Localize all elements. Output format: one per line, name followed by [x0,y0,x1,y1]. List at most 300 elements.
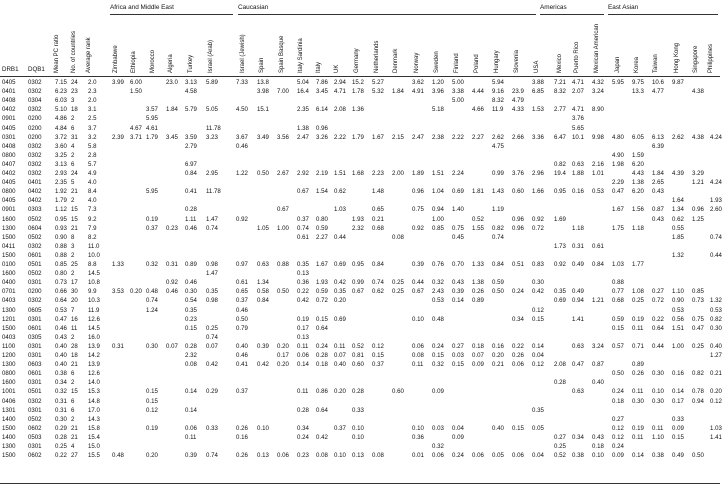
table-cell: 0.01 [412,452,424,460]
table-cell: 0.13 [352,452,364,460]
table-cell: 1.03 [710,424,722,432]
table-cell: 0.74 [492,233,504,241]
table-cell: 0405 [2,179,16,187]
table-cell: 0.49 [672,452,684,460]
table-cell: 0.11 [632,388,644,396]
table-cell: 0601 [28,251,42,259]
table-cell: 0.37 [372,361,384,369]
table-cell: 0800 [2,370,16,378]
group-rule-africa [110,14,233,15]
table-cell: 0100 [2,261,16,268]
table-cell: 0.65 [236,288,248,296]
table-cell: 5.05 [206,106,218,114]
table-cell: 0.30 [632,397,644,405]
table-cell: 0.51 [512,261,524,268]
table-cell: 7.9 [88,224,97,232]
table-cell: 0.65 [372,206,384,214]
table-cell: 0.74 [710,233,722,241]
table-cell: 0.80 [316,215,328,223]
table-cell: 0.93 [55,224,67,232]
table-cell: 1500 [2,452,16,460]
table-cell: 1201 [2,315,16,323]
column-header: Mexico [557,53,563,73]
table-cell: 0.67 [412,288,424,296]
table-cell: 0302 [28,151,42,159]
table-cell: 0.12 [146,406,158,414]
table-cell: 15.3 [88,388,100,396]
table-cell: 0.14 [672,388,684,396]
table-cell: 1.10 [652,433,664,441]
table-cell: 0.62 [372,288,384,296]
table-cell: 0200 [28,124,42,132]
table-cell: 0.33 [672,415,684,423]
table-cell: 2.79 [185,142,197,150]
table-cell: 0.32 [432,443,444,450]
table-cell: 0.69 [334,315,346,323]
table-cell: 3.29 [692,170,704,177]
table-cell: 0.10 [334,452,346,460]
table-cell: 0.43 [592,433,604,441]
table-cell: 0.95 [554,188,566,196]
table-cell: 0.52 [352,342,364,350]
table-cell: 0.82 [554,160,566,168]
table-cell: 2.3 [88,88,97,96]
table-cell: 2 [71,251,75,259]
table-cell: 0.04 [532,452,544,460]
table-cell: 0.63 [257,261,269,268]
table-cell: 2.07 [572,88,584,96]
table-cell: 1.92 [55,188,67,196]
table-cell: 0.14 [185,406,197,414]
table-cell: 0502 [28,215,42,223]
table-cell: 0.60 [512,188,524,196]
table-cell: 0.40 [55,352,67,359]
table-cell: 0.30 [55,415,67,423]
table-cell: 0405 [2,197,16,205]
table-cell: 0.04 [532,352,544,359]
column-header: Taiwan [653,54,659,73]
table-cell: 0501 [28,261,42,268]
table-cell: 0405 [2,124,16,132]
table-cell: 0301 [2,133,16,141]
table-cell: 2.32 [185,352,197,359]
table-cell: 0.60 [352,361,364,369]
table-cell: 1600 [2,270,16,278]
table-cell: 0.26 [632,370,644,378]
table-row [0,262,720,271]
table-cell: 0.42 [206,361,218,369]
table-cell: 1.00 [672,342,684,350]
table-cell: 0.16 [236,433,248,441]
table-cell: 5.10 [55,106,67,114]
table-cell: 2.22 [334,133,346,141]
table-cell: 0.23 [166,224,178,232]
table-cell: 0.69 [554,297,566,305]
table-cell: 0.20 [130,288,142,296]
table-cell: 0200 [28,133,42,141]
table-cell: 0.09 [432,388,444,396]
table-row [0,116,720,125]
table-cell: 0.99 [492,170,504,177]
table-cell: 0.09 [612,452,624,460]
table-cell: 6.14 [316,106,328,114]
table-cell: 0.15 [432,352,444,359]
table-cell: 0200 [28,288,42,296]
table-cell: 1.18 [632,224,644,232]
header-drb1: DRB1 [2,66,19,73]
table-cell: 0.15 [316,315,328,323]
table-cell: 1.77 [632,261,644,268]
table-cell: 21 [71,224,78,232]
table-cell: 0402 [28,197,42,205]
table-cell: 0.44 [652,342,664,350]
table-cell: 0.85 [432,224,444,232]
table-cell: 0.47 [612,188,624,196]
table-cell: 0.81 [352,352,364,359]
table-cell: 2.43 [432,288,444,296]
table-cell: 0.08 [392,233,404,241]
table-cell: 6.20 [632,160,644,168]
table-cell: 4.66 [472,106,484,114]
table-cell: 4.38 [692,133,704,141]
table-cell: 0.46 [236,306,248,314]
table-cell: 5.94 [492,79,504,86]
table-cell: 0.73 [692,297,704,305]
table-cell: 0.75 [692,315,704,323]
table-cell: 4.75 [492,142,504,150]
table-cell: 0.64 [55,297,67,305]
table-cell: 16.4 [297,88,309,96]
table-cell: 0.22 [55,452,67,460]
table-cell: 1.00 [277,224,289,232]
table-cell: 0.86 [316,388,328,396]
table-cell: 0.62 [334,188,346,196]
table-cell: 2.32 [352,224,364,232]
table-cell: 4.32 [592,79,604,86]
table-cell: 2 [71,115,75,123]
table-cell: 5.95 [146,188,158,196]
column-header: Philippines [708,43,714,73]
table-cell: 0.15 [512,424,524,432]
table-cell: 0.96 [692,206,704,214]
table-cell: 0.22 [512,342,524,350]
table-cell: 1.12 [55,206,67,214]
table-row [0,244,720,253]
table-cell: 0302 [28,242,42,250]
table-cell: 1.24 [146,306,158,314]
table-cell: 15.8 [88,424,100,432]
column-header: Singapore [693,45,699,73]
table-cell: 4.50 [236,106,248,114]
table-cell: 0.92 [412,224,424,232]
table-cell: 0.39 [257,342,269,350]
table-cell: 0407 [2,160,16,168]
table-cell: 3.24 [592,342,604,350]
table-cell: 1500 [2,424,16,432]
table-cell: 0.85 [55,261,67,268]
table-cell: 1301 [2,406,16,414]
table-cell: 0.69 [452,188,464,196]
table-cell: 0.96 [512,215,524,223]
table-cell: 0.19 [632,315,644,323]
table-cell: 5.89 [206,79,218,86]
table-cell: 0.44 [412,279,424,287]
table-cell: 0.18 [612,397,624,405]
table-cell: 0.47 [572,361,584,369]
table-cell: 0.53 [710,306,722,314]
table-cell: 0.88 [55,242,67,250]
table-cell: 0.43 [452,279,464,287]
table-cell: 2.0 [88,79,97,86]
table-cell: 0408 [2,142,16,150]
table-cell: 0.79 [236,324,248,332]
table-cell: 0.46 [185,224,197,232]
group-americas: Americas [540,4,567,11]
table-cell: 0.06 [185,424,197,432]
table-cell: 0.06 [432,452,444,460]
table-cell: 0.68 [612,297,624,305]
table-cell: 0.15 [185,324,197,332]
table-cell: 0.59 [316,224,328,232]
table-cell: 0.41 [236,361,248,369]
table-cell: 0.38 [572,452,584,460]
table-cell: 2.67 [277,170,289,177]
table-cell: 0.62 [672,215,684,223]
table-cell: 0.94 [572,297,584,305]
table-cell: 0.42 [532,288,544,296]
table-cell: 2.93 [55,170,67,177]
table-cell: 0.40 [492,424,504,432]
table-cell: 11.0 [88,242,100,250]
table-cell: 0.10 [257,424,269,432]
table-cell: 1.00 [432,215,444,223]
table-cell: 0.20 [334,297,346,305]
table-cell: 1.84 [166,106,178,114]
table-cell: 0.15 [612,324,624,332]
table-cell: 1.78 [352,88,364,96]
table-cell: 14.3 [88,415,100,423]
table-cell: 2.8 [88,151,97,159]
table-cell: 0.25 [55,443,67,450]
table-cell: 0800 [2,151,16,159]
table-cell: 0.52 [472,215,484,223]
table-cell: 3.88 [532,79,544,86]
table-cell: 6.39 [652,142,664,150]
table-cell: 1300 [2,361,16,369]
table-cell: 0.06 [512,452,524,460]
table-cell: 2.08 [554,361,566,369]
table-cell: 0.38 [652,452,664,460]
table-cell: 0.67 [297,188,309,196]
table-cell: 0.67 [277,206,289,214]
table-cell: 0.19 [146,424,158,432]
table-cell: 0.55 [672,224,684,232]
table-cell: 1.68 [352,170,364,177]
table-cell: 0.34 [297,424,309,432]
table-cell: 15 [71,388,78,396]
table-cell: 2.27 [316,233,328,241]
table-cell: 2.5 [88,115,97,123]
table-cell: 0.14 [452,297,464,305]
table-cell: 0302 [28,106,42,114]
table-cell: 9.2 [88,215,97,223]
table-cell: 0301 [28,379,42,387]
table-cell: 1.84 [652,170,664,177]
table-cell: 0.50 [236,315,248,323]
table-cell: 0.23 [185,315,197,323]
table-cell: 0.84 [185,170,197,177]
table-cell: 0.42 [297,297,309,305]
table-cell: 0.83 [532,261,544,268]
table-cell: 0.37 [334,424,346,432]
table-cell: 0.04 [452,424,464,432]
table-cell: 0.26 [236,452,248,460]
table-cell: 5.95 [612,79,624,86]
table-cell: 0.30 [710,324,722,332]
table-row [0,89,720,98]
table-cell: 0.06 [512,361,524,369]
table-cell: 0301 [28,342,42,350]
table-cell: 0.07 [334,352,346,359]
table-cell: 9.75 [632,79,644,86]
table-cell: 0.27 [612,415,624,423]
table-cell: 0.15 [672,433,684,441]
table-cell: 0.42 [257,361,269,369]
table-cell: 0.47 [692,324,704,332]
table-cell: 1.05 [257,224,269,232]
table-cell: 0301 [28,443,42,450]
table-cell: 10.3 [88,297,100,305]
table-cell: 1.79 [146,133,158,141]
table-cell: 0.11 [185,433,197,441]
table-cell: 1.41 [710,433,722,441]
table-cell: 0.90 [672,297,684,305]
column-header: Poland [474,54,480,73]
table-cell: 4.39 [672,170,684,177]
column-header: Hong Kong [674,42,680,73]
table-cell: 17 [71,279,78,287]
table-cell: 0.13 [297,333,309,341]
table-cell: 6 [71,406,75,414]
table-cell: 0411 [2,242,16,250]
table-cell: 0.42 [316,433,328,441]
table-cell: 0.94 [432,206,444,214]
column-header: Puerto Rico [574,41,580,73]
table-cell: 0.57 [612,342,624,350]
table-cell: 6 [71,397,75,405]
table-cell: 0.16 [672,370,684,378]
table-cell: 0501 [28,388,42,396]
table-cell: 3 [71,97,75,105]
table-cell: 1.73 [554,242,566,250]
table-cell: 0401 [28,179,42,187]
table-cell: 0.17 [297,324,309,332]
table-cell: 2.24 [452,170,464,177]
table-cell: 8.90 [592,106,604,114]
table-cell: 4.71 [572,106,584,114]
column-header: No. of countries [71,30,77,73]
table-cell: 21 [71,188,78,196]
table-cell: 0.67 [352,288,364,296]
table-cell: 0.11 [652,424,664,432]
table-cell: 0.27 [554,433,566,441]
table-cell: 7.3 [88,206,97,214]
table-cell: 4 [71,443,75,450]
table-cell: 0602 [28,424,42,432]
table-cell: 0.28 [185,206,197,214]
table-cell: 5.04 [297,79,309,86]
table-cell: 2.23 [372,170,384,177]
table-cell: 0.18 [472,342,484,350]
table-cell: 1.47 [206,270,218,278]
table-cell: 0400 [2,279,16,287]
table-cell: 2.39 [112,133,124,141]
table-cell: 0.28 [55,433,67,441]
table-cell: 1.66 [532,188,544,196]
table-cell: 6.03 [55,97,67,105]
table-cell: 0.35 [554,288,566,296]
table-cell: 3.76 [512,170,524,177]
table-cell: 0701 [2,288,16,296]
table-cell: 11.78 [206,124,221,132]
table-cell: 0.05 [492,452,504,460]
table-cell: 0.58 [257,288,269,296]
table-cell: 2.35 [297,106,309,114]
table-cell: 1300 [2,224,16,232]
table-cell: 0.73 [55,279,67,287]
table-cell: 0.72 [316,297,328,305]
table-cell: 1.59 [632,151,644,159]
column-header: Zimbabwe [113,45,119,73]
table-cell: 3.76 [572,115,584,123]
table-cell: 0.41 [185,188,197,196]
table-cell: 0.40 [55,361,67,369]
table-cell: 1.54 [316,188,328,196]
table-cell: 1.51 [672,324,684,332]
table-cell: 0.14 [632,452,644,460]
table-cell: 3.1 [88,106,97,114]
table-cell: 0.37 [297,215,309,223]
table-cell: 0.60 [392,388,404,396]
table-cell: 2.62 [492,133,504,141]
table-cell: 15.5 [88,452,100,460]
table-cell: 0.23 [297,452,309,460]
table-cell: 1.51 [432,170,444,177]
table-cell: 4.90 [612,151,624,159]
table-cell: 1.56 [632,206,644,214]
table-cell: 0.31 [572,242,584,250]
column-header: Sweden [434,51,440,73]
table-cell: 1.93 [710,197,722,205]
table-cell: 0.87 [652,206,664,214]
table-cell: 1.04 [432,188,444,196]
table-cell: 2.94 [334,79,346,86]
table-cell: 0.49 [572,288,584,296]
table-cell: 0.27 [452,342,464,350]
table-cell: 0.95 [352,261,364,268]
table-cell: 0.12 [612,424,624,432]
table-cell: 0302 [28,160,42,168]
table-cell: 2.96 [532,170,544,177]
table-cell: 0.10 [592,452,604,460]
table-cell: 0.35 [334,288,346,296]
table-cell: 0.95 [55,215,67,223]
table-cell: 1.43 [492,188,504,196]
table-cell: 0.18 [316,361,328,369]
column-header: Germany [354,48,360,73]
table-cell: 0.94 [692,397,704,405]
table-cell: 1.38 [297,124,309,132]
